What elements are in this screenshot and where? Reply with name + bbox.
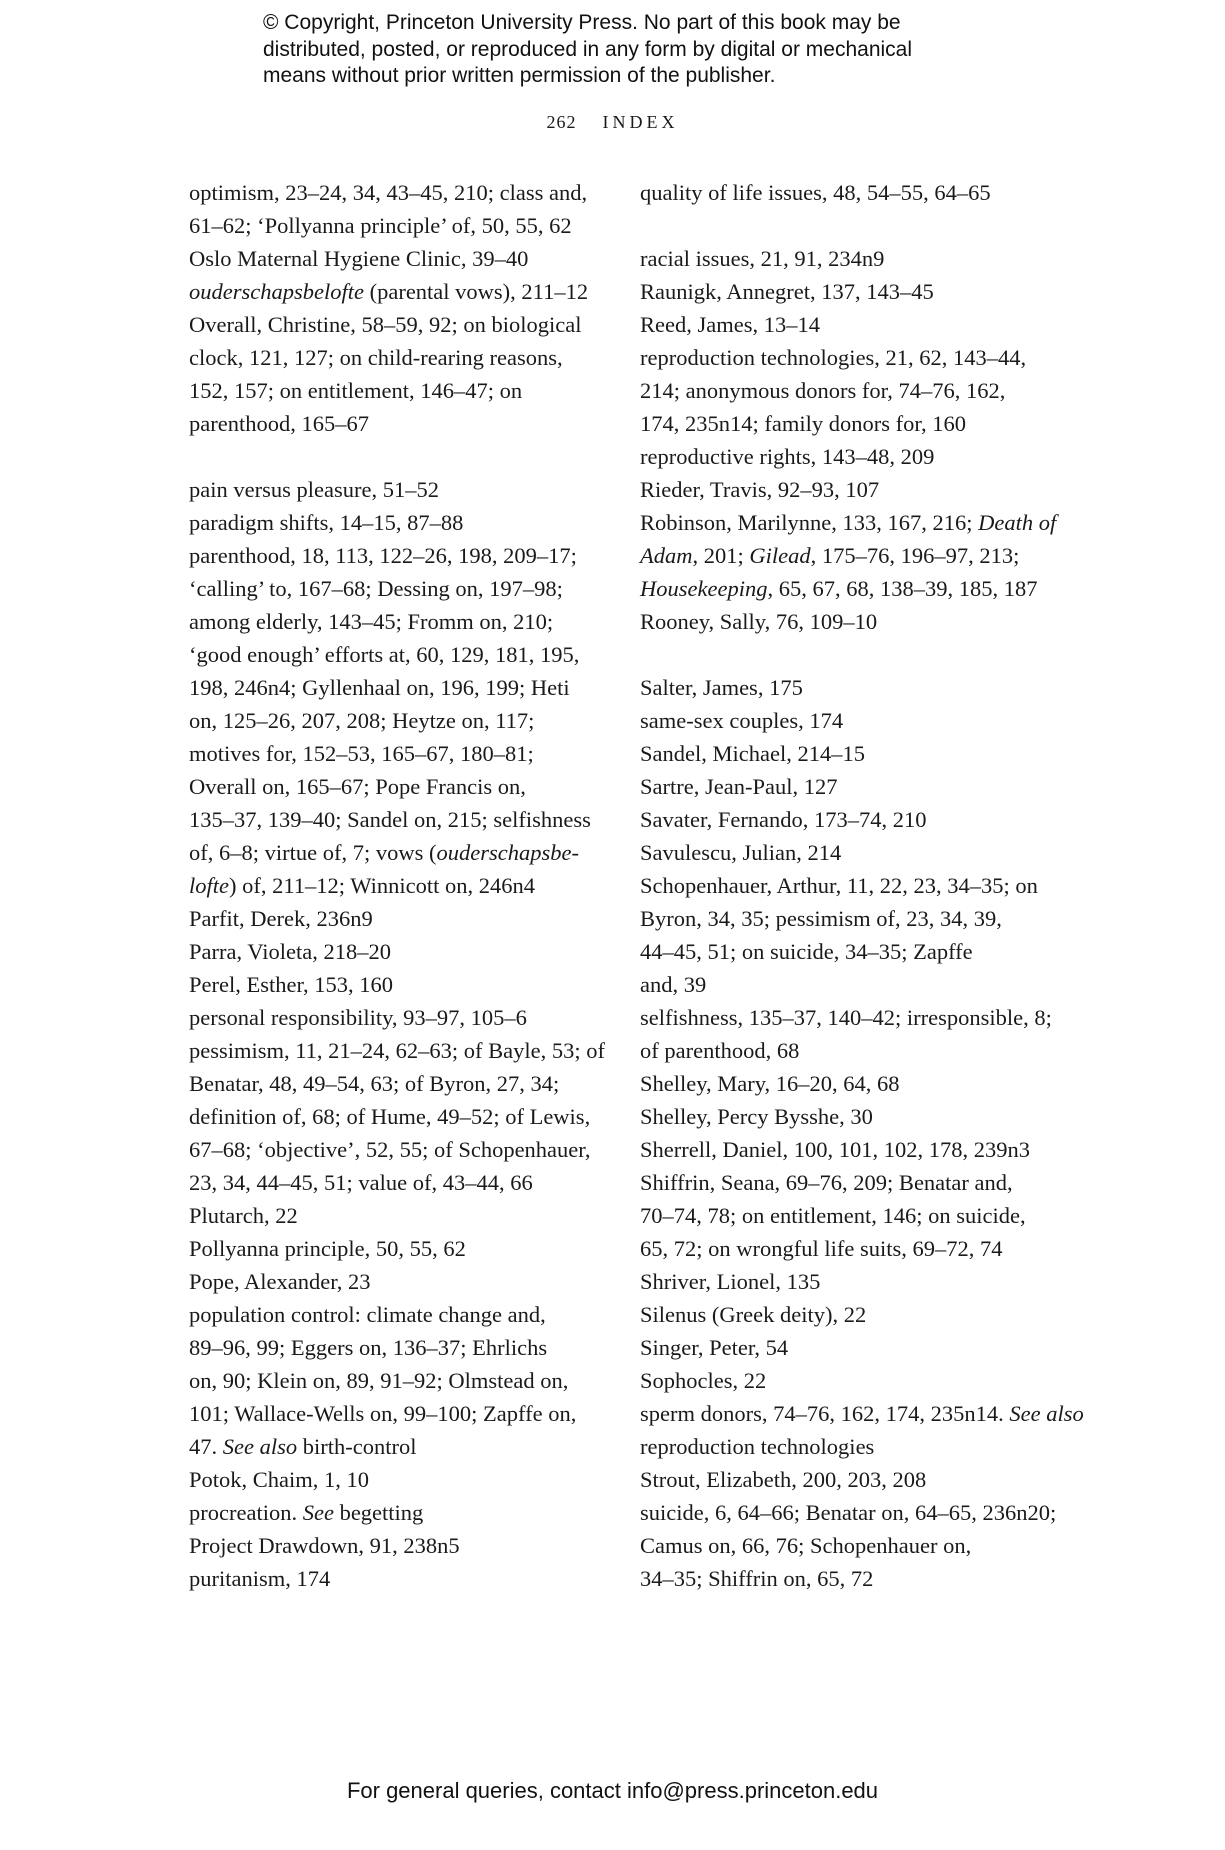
index-entry-line: Parfit, Derek, 236n9 [189,906,373,931]
index-entry [189,1199,599,1232]
index-entry-line: Robinson, Marilynne, 133, 167, 216; Death of [640,510,1057,535]
index-entry-line: motives for, 152–53, 165–67, 180–81; [189,741,534,766]
index-entry-line: Shelley, Mary, 16–20, 64, 68 [640,1071,900,1096]
index-entry [640,1001,1060,1067]
index-entry [189,1463,599,1496]
running-head [0,112,1225,133]
letter-section-gap [640,638,1060,671]
letter-section-gap [640,209,1060,242]
index-entry-line: Singer, Peter, 54 [640,1335,789,1360]
index-entry-line: on, 125–26, 207, 208; Heytze on, 117; [189,708,535,733]
index-entry [189,1265,599,1298]
index-entry [640,704,1060,737]
index-entry-line: Byron, 34, 35; pessimism of, 23, 34, 39, [640,906,1002,931]
index-entry [640,440,1060,473]
index-entry [640,176,1060,209]
index-entry-line: of parenthood, 68 [640,1038,800,1063]
index-entry [189,1562,599,1595]
index-entry [640,473,1060,506]
index-entry [189,968,599,1001]
index-entry [640,242,1060,275]
index-entry-line: Sandel, Michael, 214–15 [640,741,865,766]
index-entry [640,1133,1060,1166]
index-entry-line: Project Drawdown, 91, 238n5 [189,1533,460,1558]
index-entry-line: Plutarch, 22 [189,1203,298,1228]
index-entry-line: 67–68; ‘objective’, 52, 55; of Schopenhauer, [189,1137,591,1162]
copyright-line: means without prior written permission of the publisher. [263,64,776,87]
index-entry-line: pain versus pleasure, 51–52 [189,477,439,502]
index-entry [640,1496,1060,1595]
index-entry-line: 23, 34, 44–45, 51; value of, 43–44, 66 [189,1170,533,1195]
index-entry [640,836,1060,869]
index-entry-line: Shiffrin, Seana, 69–76, 209; Benatar and, [640,1170,1013,1195]
index-entry-line: Sherrell, Daniel, 100, 101, 102, 178, 239n3 [640,1137,1030,1162]
index-entry [189,935,599,968]
index-entry [640,605,1060,638]
index-column-right [640,176,1084,1595]
index-entry-line: racial issues, 21, 91, 234n9 [640,246,885,271]
index-entry-line: reproduction technologies [640,1434,875,1459]
index-entry-line: Pollyanna principle, 50, 55, 62 [189,1236,466,1261]
index-entry-line: selfishness, 135–37, 140–42; irresponsible, 8; [640,1005,1052,1030]
index-entry [189,902,599,935]
index-entry [189,1034,606,1199]
index-entry-line: 198, 246n4; Gyllenhaal on, 196, 199; Heti [189,675,570,700]
index-entry-line: clock, 121, 127; on child-rearing reasons, [189,345,563,370]
index-entry-line: Housekeeping, 65, 67, 68, 138–39, 185, 187 [640,576,1038,601]
index-entry-line: Sartre, Jean-Paul, 127 [640,774,838,799]
index-entry-line: quality of life issues, 48, 54–55, 64–65 [640,180,991,205]
index-entry-line: puritanism, 174 [189,1566,331,1591]
index-entry [640,308,1060,341]
index-entry-line: Reed, James, 13–14 [640,312,820,337]
index-entry-line: population control: climate change and, [189,1302,546,1327]
index-entry-line: Silenus (Greek deity), 22 [640,1302,867,1327]
index-entry-line: parenthood, 18, 113, 122–26, 198, 209–17; [189,543,577,568]
index-entry [640,671,1060,704]
index-entry-line: Camus on, 66, 76; Schopenhauer on, [640,1533,972,1558]
index-entry-line: 70–74, 78; on entitlement, 146; on suicide, [640,1203,1026,1228]
index-entry-line: Pope, Alexander, 23 [189,1269,371,1294]
index-entry [189,1298,599,1463]
copyright-line: © Copyright, Princeton University Press. No part of this book may be [263,11,901,34]
index-entry-line: 44–45, 51; on suicide, 34–35; Zapffe [640,939,973,964]
index-entry [640,1067,1060,1100]
index-entry [189,176,599,242]
index-entry-line: Salter, James, 175 [640,675,803,700]
copyright-line: distributed, posted, or reproduced in any form by digital or mechanical [263,37,913,61]
index-entry [189,506,599,539]
index-entry-line: 65, 72; on wrongful life suits, 69–72, 74 [640,1236,1003,1261]
index-entry [189,1496,599,1529]
index-entry-line: Shriver, Lionel, 135 [640,1269,821,1294]
index-entry-line: suicide, 6, 64–66; Benatar on, 64–65, 236n20; [640,1500,1057,1525]
index-entry [640,275,1060,308]
index-entry-line: 101; Wallace-Wells on, 99–100; Zapffe on, [189,1401,577,1426]
index-entry-line: Rieder, Travis, 92–93, 107 [640,477,880,502]
index-entry-line: 61–62; ‘Pollyanna principle’ of, 50, 55, 62 [189,213,572,238]
index-entry-line: Adam, 201; Gilead, 175–76, 196–97, 213; [640,543,1020,568]
index-entry-line: same-sex couples, 174 [640,708,844,733]
index-entry [189,275,599,308]
index-entry-line: 174, 235n14; family donors for, 160 [640,411,966,436]
index-entry-line: ‘good enough’ efforts at, 60, 129, 181, 195, [189,642,580,667]
index-entry-line: Shelley, Percy Bysshe, 30 [640,1104,873,1129]
index-entry-line: Raunigk, Annegret, 137, 143–45 [640,279,934,304]
index-entry-line: Schopenhauer, Arthur, 11, 22, 23, 34–35; on [640,873,1038,898]
index-entry-line: 47. See also birth-control [189,1434,417,1459]
index-entry-line: Sophocles, 22 [640,1368,767,1393]
index-entry-line: 152, 157; on entitlement, 146–47; on [189,378,523,403]
index-entry-line: procreation. See begetting [189,1500,424,1525]
index-entry-line: parenthood, 165–67 [189,411,369,436]
index-entry-line: Rooney, Sally, 76, 109–10 [640,609,878,634]
index-entry-line: reproductive rights, 143–48, 209 [640,444,935,469]
index-entry-line: Parra, Violeta, 218–20 [189,939,391,964]
index-entry-line: Potok, Chaim, 1, 10 [189,1467,370,1492]
index-entry [640,1463,1060,1496]
index-entry-line: on, 90; Klein on, 89, 91–92; Olmstead on, [189,1368,569,1393]
index-entry [189,473,599,506]
index-entry-line: personal responsibility, 93–97, 105–6 [189,1005,527,1030]
index-entry-line: among elderly, 143–45; Fromm on, 210; [189,609,554,634]
index-entry [640,1265,1060,1298]
index-entry [640,869,1060,1001]
index-entry [189,308,599,440]
index-entry-line: paradigm shifts, 14–15, 87–88 [189,510,464,535]
footer-contact: For general queries, contact info@press.princeton.edu [346,1778,879,1803]
index-entry [189,1232,599,1265]
index-entry-line: Overall on, 165–67; Pope Francis on, [189,774,526,799]
page-number: 262 [546,112,577,132]
index-entry [640,737,1060,770]
index-entry-line: Benatar, 48, 49–54, 63; of Byron, 27, 34; [189,1071,560,1096]
index-entry-line: reproduction technologies, 21, 62, 143–44, [640,345,1027,370]
index-entry [640,341,1060,440]
index-entry [640,1364,1060,1397]
index-entry [640,1166,1060,1265]
index-entry [189,1529,599,1562]
index-entry [640,803,1060,836]
index-entry-line: sperm donors, 74–76, 162, 174, 235n14. See also [640,1401,1084,1426]
index-entry-line: and, 39 [640,972,707,997]
index-entry [640,1397,1084,1463]
index-entry-line: Perel, Esther, 153, 160 [189,972,394,997]
index-entry-line: of, 6–8; virtue of, 7; vows (ouderschapsbe- [189,840,579,865]
index-column-left [189,176,606,1595]
index-entry-line: pessimism, 11, 21–24, 62–63; of Bayle, 53; of [189,1038,606,1063]
index-entry-line: lofte) of, 211–12; Winnicott on, 246n4 [189,873,535,898]
index-entry-line: ouderschapsbelofte (parental vows), 211–12 [189,279,589,304]
index-entry-line: Overall, Christine, 58–59, 92; on biological [189,312,582,337]
index-entry [640,770,1060,803]
index-entry [189,1001,599,1034]
index-entry-line: definition of, 68; of Hume, 49–52; of Lewis, [189,1104,591,1129]
section-title: INDEX [602,112,679,132]
copyright-notice [263,10,1023,90]
index-entry-line: Savulescu, Julian, 214 [640,840,842,865]
letter-section-gap [189,440,599,473]
index-entry-line: 135–37, 139–40; Sandel on, 215; selfishness [189,807,591,832]
index-entry-line: 34–35; Shiffrin on, 65, 72 [640,1566,874,1591]
index-entry-line: optimism, 23–24, 34, 43–45, 210; class and, [189,180,588,205]
index-entry-line: Strout, Elizabeth, 200, 203, 208 [640,1467,927,1492]
index-entry-line: Savater, Fernando, 173–74, 210 [640,807,927,832]
index-entry [640,1298,1060,1331]
index-entry-line: Oslo Maternal Hygiene Clinic, 39–40 [189,246,529,271]
index-entry-line: 89–96, 99; Eggers on, 136–37; Ehrlichs [189,1335,548,1360]
index-entry [640,1100,1060,1133]
index-entry-line: ‘calling’ to, 167–68; Dessing on, 197–98; [189,576,563,601]
index-entry-line: 214; anonymous donors for, 74–76, 162, [640,378,1006,403]
index-entry [189,242,599,275]
index-entry [640,1331,1060,1364]
index-entry [640,506,1060,605]
index-entry [189,539,599,902]
